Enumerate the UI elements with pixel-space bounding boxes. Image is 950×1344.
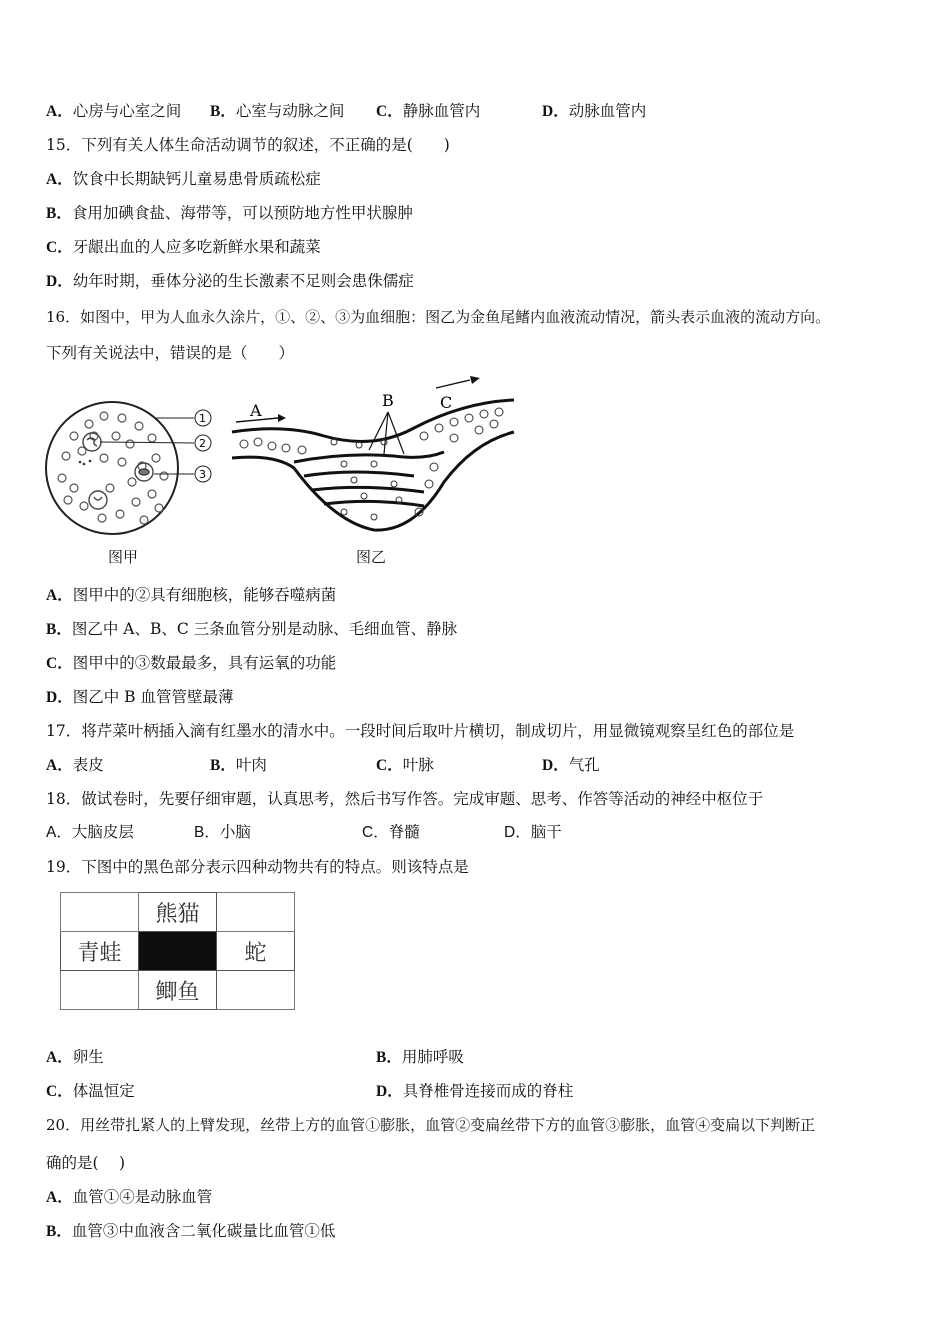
q15-option-b: B．食用加碘食盐、海带等，可以预防地方性甲状腺肿 — [46, 204, 413, 222]
q18-option-b: B．小脑 — [194, 824, 251, 841]
table-cell-panda: 熊猫 — [139, 893, 217, 932]
q14-option-d: D．动脉血管内 — [542, 102, 647, 120]
q14-option-c: C．静脉血管内 — [376, 102, 481, 120]
q17-option-d: D．气孔 — [542, 756, 600, 774]
label-1: 1 — [199, 412, 206, 425]
vessel-walls — [232, 400, 514, 530]
q15-option-d: D．幼年时期，垂体分泌的生长激素不足则会患侏儒症 — [46, 272, 414, 290]
q16-stem-line2: 下列有关说法中，错误的是（ ） — [46, 344, 295, 362]
q14-option-b: B．心室与动脉之间 — [210, 102, 345, 120]
table-cell-crucian-carp: 鲫鱼 — [139, 971, 217, 1010]
q20-option-b: B．血管③中血液含二氧化碳量比血管①低 — [46, 1222, 336, 1240]
vessel-cells — [240, 408, 503, 520]
q19-stem: 19．下图中的黑色部分表示四种动物共有的特点。则该特点是 — [46, 858, 469, 876]
table-cell-empty — [61, 971, 139, 1010]
figure-jia-caption: 图甲 — [108, 549, 139, 566]
q18-option-d: D．脑干 — [504, 824, 562, 841]
fish-tail-flow-figure — [224, 372, 524, 542]
table-cell-empty — [217, 971, 295, 1010]
q18-stem: 18．做试卷时，先要仔细审题，认真思考，然后书写作答。完成审题、思考、作答等活动的神经中枢位于 — [46, 790, 764, 808]
q17-option-b: B．叶肉 — [210, 756, 267, 774]
figure-yi-caption: 图乙 — [356, 549, 387, 566]
q16-option-d: D．图乙中 B 血管管壁最薄 — [46, 688, 234, 706]
q20-option-a: A．血管①④是动脉血管 — [46, 1188, 213, 1206]
q19-option-d: D．具脊椎骨连接而成的脊柱 — [376, 1082, 574, 1100]
table-cell-empty — [61, 893, 139, 932]
vessel-label-a: A — [250, 401, 262, 420]
q18-option-a: A．大脑皮层 — [46, 824, 134, 841]
vessel-label-b: B — [382, 391, 394, 410]
q19-option-c: C．体温恒定 — [46, 1082, 135, 1100]
q15-option-a: A．饮食中长期缺钙儿童易患骨质疏松症 — [46, 170, 321, 188]
q16-option-a: A．图甲中的②具有细胞核，能够吞噬病菌 — [46, 586, 337, 604]
q16-option-b: B．图乙中 A、B、C 三条血管分别是动脉、毛细血管、静脉 — [46, 620, 458, 638]
smear-circle — [46, 402, 178, 534]
q20-stem-line1: 20．用丝带扎紧人的上臂发现，丝带上方的血管①膨胀，血管②变扁丝带下方的血管③膨胀，血管④变扁以下判断正 — [46, 1116, 816, 1134]
table-cell-frog: 青蛙 — [61, 932, 139, 971]
q17-stem: 17．将芹菜叶柄插入滴有红墨水的清水中。一段时间后取叶片横切，制成切片，用显微镜观察呈红色的部位是 — [46, 722, 795, 740]
q15-option-c: C．牙龈出血的人应多吃新鲜水果和蔬菜 — [46, 238, 321, 256]
q16-option-c: C．图甲中的③数最最多，具有运氧的功能 — [46, 654, 337, 672]
animal-venn-table — [60, 892, 295, 1010]
q15-stem: 15．下列有关人体生命活动调节的叙述，不正确的是( ) — [46, 136, 450, 154]
label-2: 2 — [199, 437, 206, 450]
blood-smear-figure — [44, 396, 224, 541]
table-cell-snake: 蛇 — [217, 932, 295, 971]
q20-stem-line2: 确的是( ) — [46, 1154, 126, 1172]
table-cell-empty — [217, 893, 295, 932]
q17-option-a: A．表皮 — [46, 756, 104, 774]
q18-option-c: C．脊髓 — [362, 824, 420, 841]
vessel-label-c: C — [440, 393, 453, 412]
q17-option-c: C．叶脉 — [376, 756, 434, 774]
q19-option-b: B．用肺呼吸 — [376, 1048, 464, 1066]
q16-stem-line1: 16．如图中，甲为人血永久涂片，①、②、③为血细胞：图乙为金鱼尾鳍内血液流动情况，箭头表示血液的流动方向。 — [46, 308, 831, 326]
q14-option-a: A．心房与心室之间 — [46, 102, 182, 120]
label-3: 3 — [199, 468, 206, 481]
table-cell-shared-trait — [139, 932, 217, 971]
q19-option-a: A．卵生 — [46, 1048, 104, 1066]
